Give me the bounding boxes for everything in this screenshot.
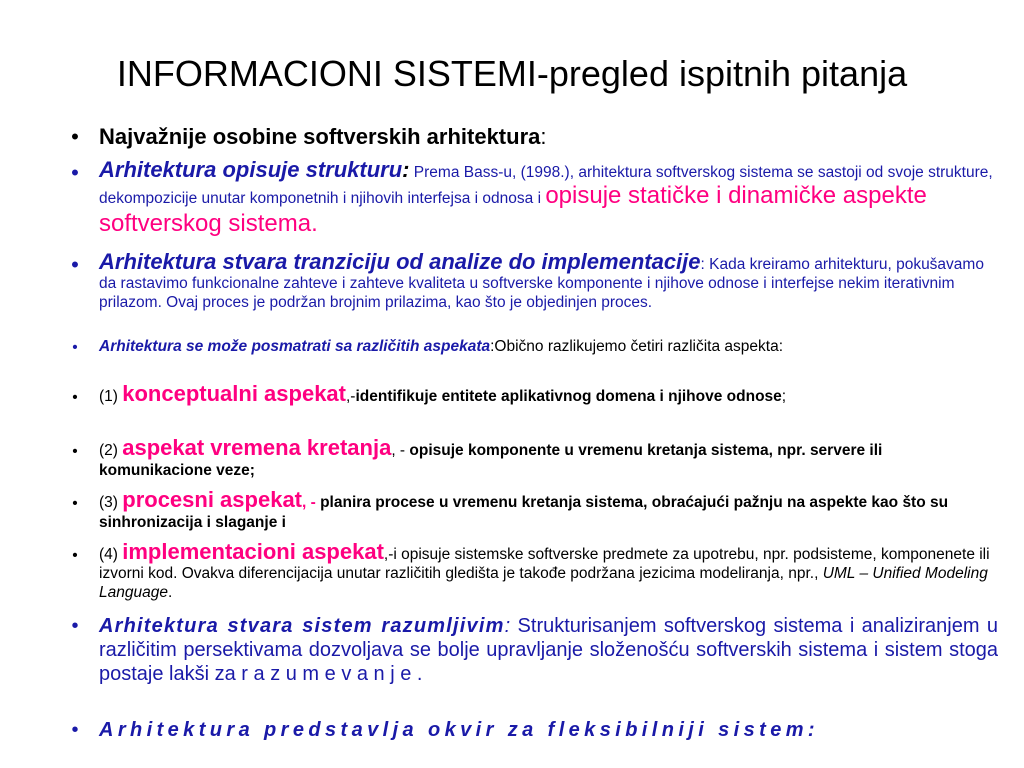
list-item (65, 539, 998, 602)
item-text: : Kada kreiramo arhitekturu, pokušavamo da rastavimo funkcionalne zahteve i zahteve kvaliteta u softverske komponente i njihove odnose i interfejse nekim iterativnim prilazom. Ovaj proces je podržan brojnim prilazima, kao što je objedinjen proces. (99, 256, 984, 311)
bullet: • (72, 389, 78, 406)
item-separator: , - (391, 442, 410, 459)
aspect-description: planira procese u vremenu kretanja sistema, obraćajući pažnju na aspekte kao što su sinhronizacija i slaganje i (99, 494, 949, 531)
list-item (65, 338, 998, 355)
bullet: • (72, 495, 78, 512)
item-colon: : (504, 615, 518, 637)
aspect-description: identifikuje entitete aplikativnog domena i njihove odnose (355, 388, 782, 405)
bullet: • (71, 719, 79, 741)
list-item (65, 124, 998, 150)
list-item (65, 614, 998, 686)
bullet: • (72, 339, 78, 356)
item-number: (3) (99, 494, 123, 511)
list-item (65, 157, 998, 238)
bullet: • (71, 160, 79, 185)
list-item (65, 718, 998, 742)
item-heading: Arhitektura stvara tranziciju od analize do implementacije (99, 249, 701, 274)
aspect-description: opisuje komponente u vremenu kretanja sistema, npr. servere ili komunikacione veze; (99, 442, 883, 479)
bullet: • (71, 124, 79, 149)
item-heading: Arhitektura opisuje strukturu (99, 157, 403, 182)
item-number: (2) (99, 442, 123, 459)
uml-reference: UML – Unified Modeling Language (99, 565, 988, 601)
item-number: (4) (99, 546, 123, 563)
item-colon: : (402, 157, 410, 182)
aspect-term: konceptualni aspekat (122, 381, 346, 406)
item-highlight: opisuje statičke i dinamičke aspekte softverskog sistema. (99, 182, 927, 237)
bullet: • (72, 547, 78, 564)
item-heading: Arhitektura predstavlja okvir za fleksibilniji sistem: (99, 719, 819, 741)
item-text: Prema Bass-u, (1998.), arhitektura softverskog sistema se sastoji od svoje strukture, dekompozicije unutar komponetnih i njihovih interfejsa i odnosa i (99, 164, 993, 207)
aspect-term: implementacioni aspekat (122, 539, 384, 564)
item-separator: , - (302, 494, 321, 511)
list-item (65, 487, 998, 533)
bullet: • (71, 252, 79, 277)
item-end: ; (781, 388, 787, 405)
item-number: (1) (99, 388, 123, 405)
item-text: Strukturisanjem softverskog sistema i analiziranjem u različitim persektivama dozvoljava se bolje upravljanje složenošću softverskih sistema i sistem stoga postaje lakši za r a z u m e v a n j e . (99, 615, 998, 685)
item-separator: ,- (346, 388, 356, 405)
item-heading: Arhitektura stvara sistem razumljivim (99, 615, 505, 637)
item-colon: : (540, 124, 547, 149)
aspect-term: aspekat vremena kretanja (122, 435, 392, 460)
list-item (65, 249, 998, 312)
item-heading: Najvažnije osobine softverskih arhitektura (99, 124, 541, 149)
item-text: :Obično razlikujemo četiri različita aspekta: (490, 338, 783, 355)
bullet: • (71, 615, 79, 637)
list-item (65, 435, 998, 481)
item-end: . (167, 584, 173, 601)
item-separator: ,- (383, 546, 394, 563)
aspect-term: procesni aspekat (122, 487, 302, 512)
list-item (65, 381, 998, 407)
item-heading: Arhitektura se može posmatrati sa različitih aspekata (99, 338, 491, 355)
slide-title: INFORMACIONI SISTEMI-pregled ispitnih pitanja (116, 53, 908, 94)
bullet: • (72, 443, 78, 460)
item-text: i opisuje sistemske softverske predmete za upotrebu, npr. podsisteme, komponenete ili izvorni kod. Ovakva diferencijacija unutar različitih gledišta je takođe podržana jezicima modeliranja, npr., (99, 546, 990, 582)
